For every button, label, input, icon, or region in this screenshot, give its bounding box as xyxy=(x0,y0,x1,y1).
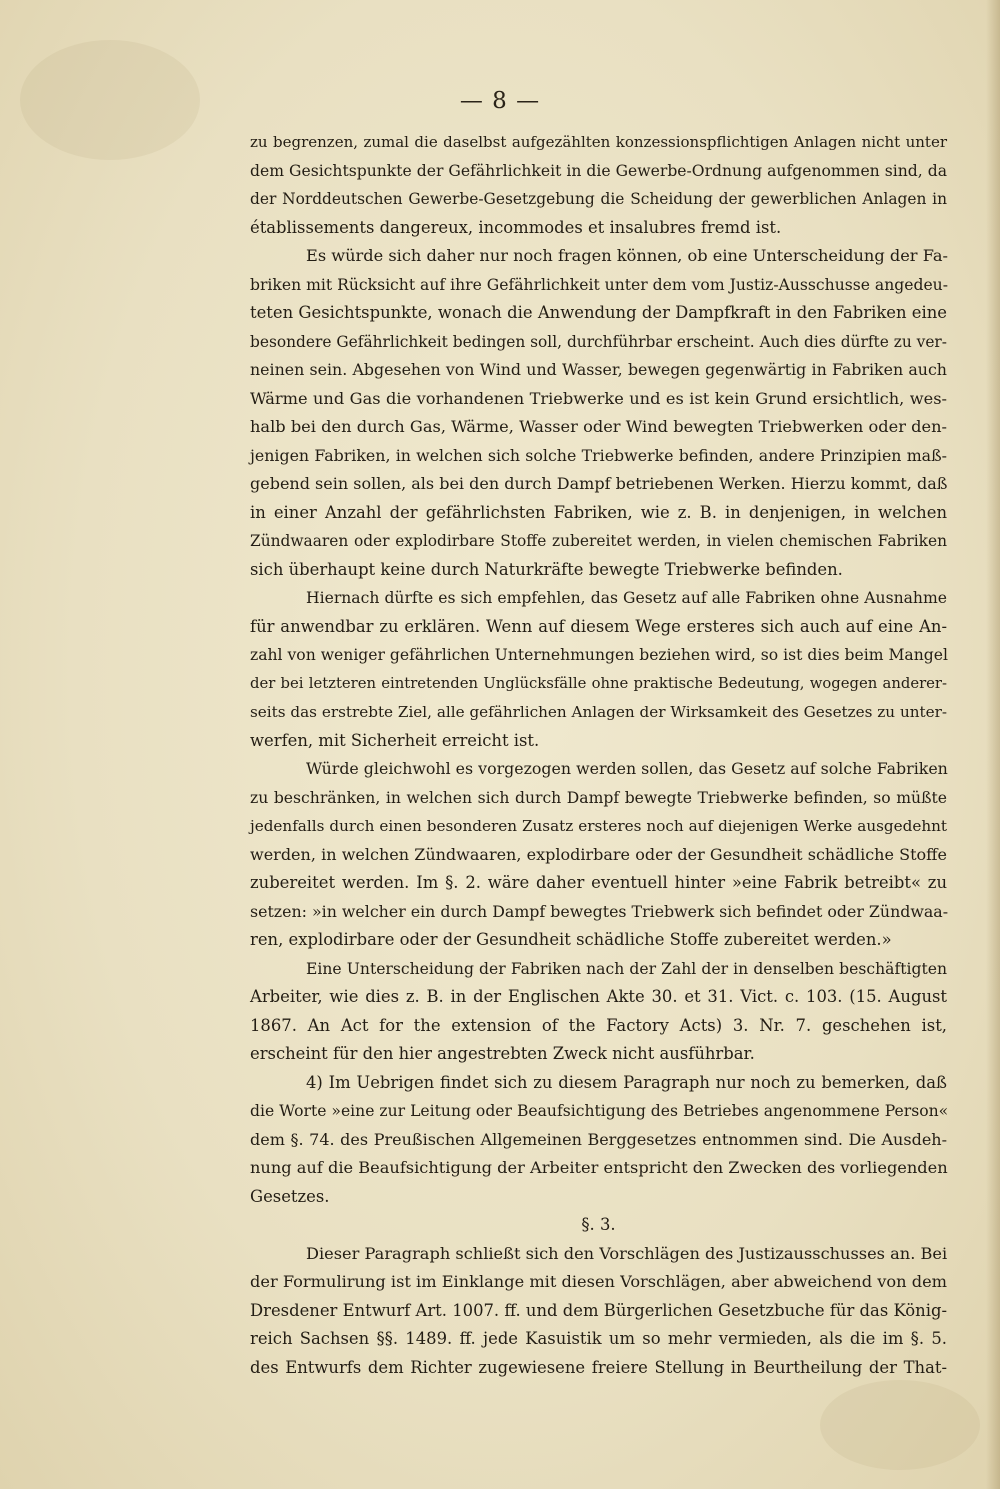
text-line: setzen: »in welcher ein durch Dampf bewegtes Triebwerk sich befindet oder Zündwaa- xyxy=(250,901,949,921)
text-line: Gesetzes. xyxy=(250,1186,330,1206)
text-line: dem Gesichtspunkte der Gefährlichkeit in die Gewerbe-Ordnung aufgenommen sind, da xyxy=(250,161,947,180)
text-line: établissements dangereux, incommodes et insalubres fremd ist. xyxy=(250,217,782,237)
text-line: zubereitet werden. Im §. 2. wäre daher eventuell hinter »eine Fabrik betreibt« zu xyxy=(250,873,947,892)
text-line: reich Sachsen §§. 1489. ff. jede Kasuistik um so mehr vermieden, als die im §. 5. xyxy=(250,1329,947,1348)
text-line: erscheint für den hier angestrebten Zweck nicht ausführbar. xyxy=(250,1044,755,1063)
text-line: jenigen Fabriken, in welchen sich solche Triebwerke befinden, andere Prinzipien maß- xyxy=(250,445,947,465)
text-line: teten Gesichtspunkte, wonach die Anwendung der Dampfkraft in den Fabriken eine xyxy=(250,303,947,322)
text-line: für anwendbar zu erklären. Wenn auf diesem Wege ersteres sich auch auf eine An- xyxy=(250,616,947,636)
text-line: dem §. 74. des Preußischen Allgemeinen Berggesetzes entnommen sind. Die Ausdeh- xyxy=(250,1129,947,1149)
text-line: in einer Anzahl der gefährlichsten Fabriken, wie z. B. in denjenigen, in welchen xyxy=(250,502,947,522)
text-line: zahl von weniger gefährlichen Unternehmungen beziehen wird, so ist dies beim Mangel xyxy=(250,646,948,664)
text-line: der Norddeutschen Gewerbe-Gesetzgebung die Scheidung der gewerblichen Anlagen in xyxy=(250,190,947,208)
text-line: gebend sein sollen, als bei den durch Dampf betriebenen Werken. Hierzu kommt, daß xyxy=(250,474,948,493)
text-line: besondere Gefährlichkeit bedingen soll, durchführbar erscheint. Auch dies dürfte zu ver- xyxy=(250,332,947,351)
text-line: Zündwaaren oder explodirbare Stoffe zubereitet werden, in vielen chemischen Fabriken xyxy=(250,532,947,550)
text-line: Dieser Paragraph schließt sich den Vorschlägen des Justizausschusses an. Bei xyxy=(306,1243,948,1263)
text-line: briken mit Rücksicht auf ihre Gefährlichkeit unter dem vom Justiz-Ausschusse angedeu- xyxy=(250,275,948,294)
page-number: — 8 — xyxy=(459,88,541,114)
text-line: Würde gleichwohl es vorgezogen werden sollen, das Gesetz auf solche Fabriken xyxy=(306,759,948,778)
text-line: 4) Im Uebrigen findet sich zu diesem Paragraph nur noch zu bemerken, daß xyxy=(306,1072,947,1092)
text-line: der Formulirung ist im Einklange mit diesen Vorschlägen, aber abweichend von dem xyxy=(250,1272,947,1291)
text-line: sich überhaupt keine durch Naturkräfte bewegte Triebwerke befinden. xyxy=(250,559,843,579)
text-line: die Worte »eine zur Leitung oder Beaufsichtigung des Betriebes angenommene Person« xyxy=(250,1102,949,1120)
body-text xyxy=(250,128,947,1382)
text-line: Es würde sich daher nur noch fragen können, ob eine Unterscheidung der Fa- xyxy=(306,246,948,265)
text-line: werden, in welchen Zündwaaren, explodirbare oder der Gesundheit schädliche Stoffe xyxy=(250,844,947,864)
page-edge-shadow xyxy=(986,0,1000,1489)
text-line: 1867. An Act for the extension of the Factory Acts) 3. Nr. 7. geschehen ist, xyxy=(250,1015,947,1035)
text-line: werfen, mit Sicherheit erreicht ist. xyxy=(250,730,540,750)
text-line: neinen sein. Abgesehen von Wind und Wasser, bewegen gegenwärtig in Fabriken auch xyxy=(250,360,947,379)
text-line: Wärme und Gas die vorhandenen Triebwerke und es ist kein Grund ersichtlich, wes- xyxy=(250,388,947,408)
text-line: Hiernach dürfte es sich empfehlen, das Gesetz auf alle Fabriken ohne Ausnahme xyxy=(306,589,947,607)
paper-stain xyxy=(820,1380,980,1470)
text-line: der bei letzteren eintretenden Unglücksfälle ohne praktische Bedeutung, wogegen anderer- xyxy=(250,674,947,692)
text-line: des Entwurfs dem Richter zugewiesene freiere Stellung in Beurtheilung der That- xyxy=(250,1357,947,1377)
text-line: Eine Unterscheidung der Fabriken nach der Zahl der in denselben beschäftigten xyxy=(306,959,947,978)
text-line: Dresdener Entwurf Art. 1007. ff. und dem Bürgerlichen Gesetzbuche für das König- xyxy=(250,1300,947,1320)
text-line: zu begrenzen, zumal die daselbst aufgezählten konzessionspflichtigen Anlagen nicht unter xyxy=(250,133,947,151)
text-line: halb bei den durch Gas, Wärme, Wasser oder Wind bewegten Triebwerken oder den- xyxy=(250,417,947,436)
text-line: nung auf die Beaufsichtigung der Arbeiter entspricht den Zwecken des vorliegenden xyxy=(250,1158,948,1177)
section-heading: §. 3. xyxy=(581,1215,616,1234)
text-line: Arbeiter, wie dies z. B. in der Englischen Akte 30. et 31. Vict. c. 103. (15. August xyxy=(250,987,947,1006)
text-line: seits das erstrebte Ziel, alle gefährlichen Anlagen der Wirksamkeit des Gesetzes zu unter- xyxy=(250,703,947,721)
text-line: zu beschränken, in welchen sich durch Dampf bewegte Triebwerke befinden, so müßte xyxy=(250,788,947,807)
text-line: ren, explodirbare oder der Gesundheit schädliche Stoffe zubereitet werden.» xyxy=(250,930,892,949)
text-line: jedenfalls durch einen besonderen Zusatz ersteres noch auf diejenigen Werke ausgedehnt xyxy=(250,817,947,835)
